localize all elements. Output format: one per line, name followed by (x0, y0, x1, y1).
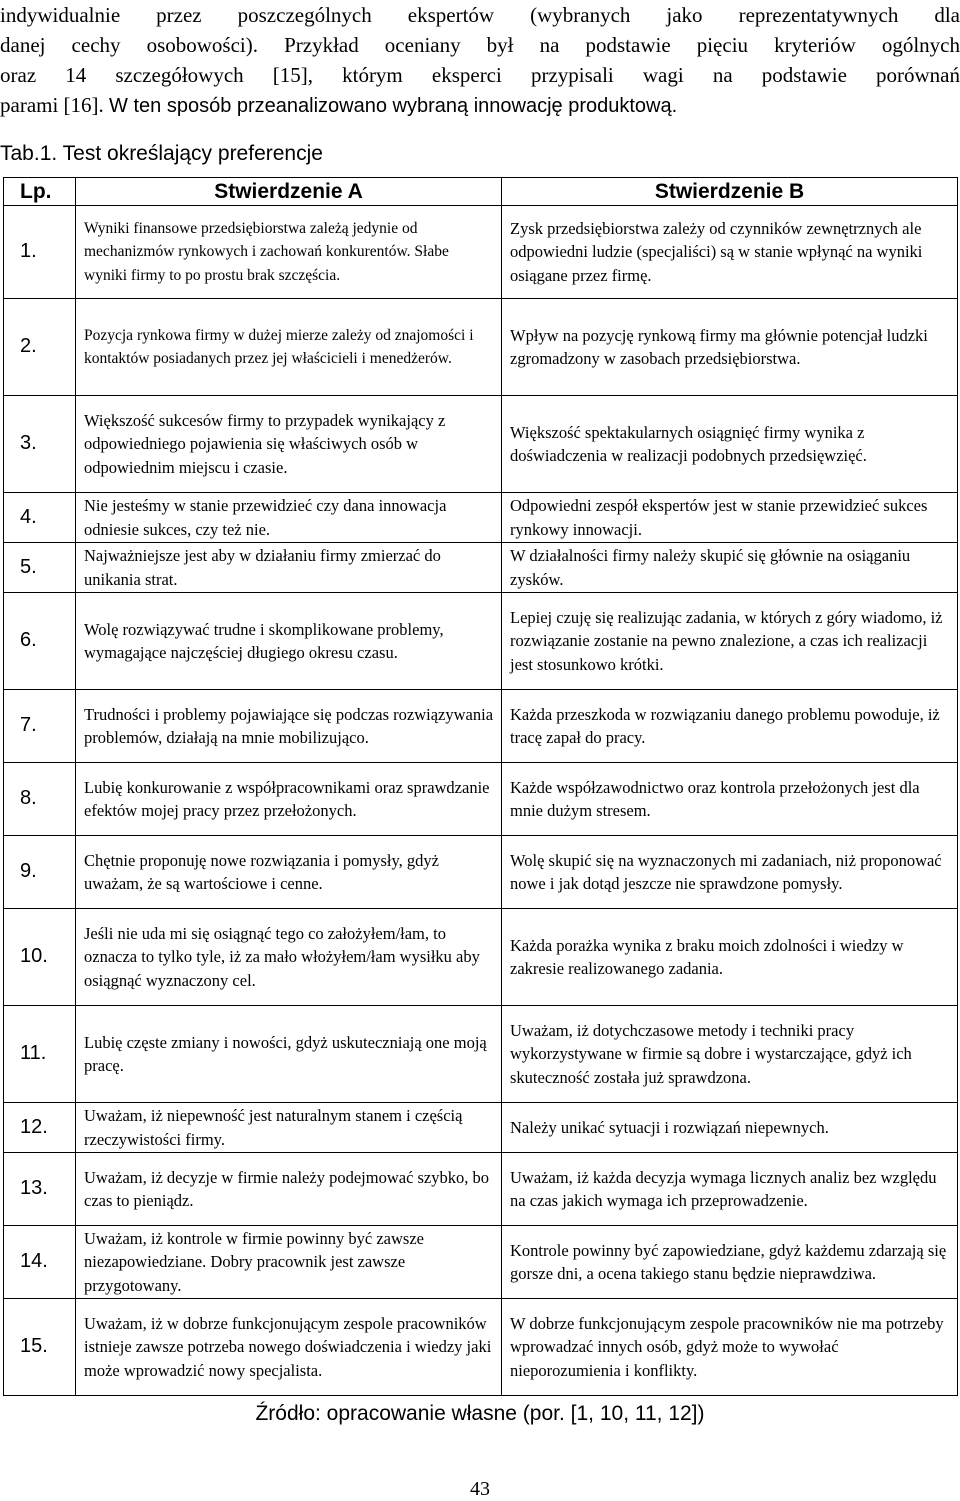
statement-a: Uważam, iż decyzje w firmie należy podejmować szybko, bo czas to pieniądz. (76, 1153, 502, 1226)
intro-line-last (0, 90, 960, 120)
intro-paragraph (0, 0, 960, 120)
preference-table (3, 177, 958, 1396)
row-number: 4. (4, 493, 76, 543)
header-statement-a: Stwierdzenie A (76, 178, 502, 206)
header-lp: Lp. (4, 178, 76, 206)
row-number: 10. (4, 909, 76, 1006)
statement-a: Lubię częste zmiany i nowości, gdyż uskuteczniają one moją pracę. (76, 1006, 502, 1103)
row-number: 7. (4, 690, 76, 763)
statement-b: Każde współzawodnictwo oraz kontrola przełożonych jest dla mnie dużym stresem. (502, 763, 958, 836)
statement-b: W dobrze funkcjonującym zespole pracowników nie ma potrzeby wprowadzać innych osób, gdyż może to wywołać nieporozumienia i konflikty. (502, 1299, 958, 1396)
table-row (4, 690, 958, 763)
row-number: 9. (4, 836, 76, 909)
row-number: 2. (4, 299, 76, 396)
statement-b: Każda przeszkoda w rozwiązaniu danego problemu powoduje, iż tracę zapał do pracy. (502, 690, 958, 763)
statement-b: W działalności firmy należy skupić się głównie na osiąganiu zysków. (502, 543, 958, 593)
statement-a: Uważam, iż niepewność jest naturalnym stanem i częścią rzeczywistości firmy. (76, 1103, 502, 1153)
row-number: 15. (4, 1299, 76, 1396)
statement-b: Uważam, iż każda decyzja wymaga licznych analiz bez względu na czas jakich wymaga ich przeprowadzenie. (502, 1153, 958, 1226)
table-row (4, 763, 958, 836)
table-row (4, 543, 958, 593)
statement-b: Lepiej czuję się realizując zadania, w których z góry wiadomo, iż rozwiązanie zostanie na pewno znalezione, a czas ich realizacji jest stosunkowo krótki. (502, 593, 958, 690)
row-number: 13. (4, 1153, 76, 1226)
statement-b: Odpowiedni zespół ekspertów jest w stanie przewidzieć sukces rynkowy innowacji. (502, 493, 958, 543)
statement-b: Każda porażka wynika z braku moich zdolności i wiedzy w zakresie realizowanego zadania. (502, 909, 958, 1006)
row-number: 14. (4, 1226, 76, 1299)
intro-line: parami [16]. (0, 93, 110, 117)
table-row (4, 1299, 958, 1396)
statement-a: Jeśli nie uda mi się osiągnąć tego co założyłem/łam, to oznacza to tylko tyle, iż za mało włożyłem/łam wysiłku aby osiągnąć wyznaczony cel. (76, 909, 502, 1006)
intro-line-sans: W ten sposób przeanalizowano wybraną innowację produktową. (109, 95, 678, 117)
statement-a: Wolę rozwiązywać trudne i skomplikowane problemy, wymagające najczęściej długiego okresu czasu. (76, 593, 502, 690)
statement-b: Uważam, iż dotychczasowe metody i techniki pracy wykorzystywane w firmie są dobre i wystarczające, gdyż ich skuteczność została już sprawdzona. (502, 1006, 958, 1103)
statement-b: Wolę skupić się na wyznaczonych mi zadaniach, niż proponować nowe i jak dotąd jeszcze nie sprawdzone pomysły. (502, 836, 958, 909)
intro-line: danej cechy osobowości). Przykład oceniany był na podstawie pięciu kryteriów ogólnych (0, 33, 960, 57)
page-number: 43 (470, 1478, 490, 1500)
statement-a: Nie jesteśmy w stanie przewidzieć czy dana innowacja odniesie sukces, czy też nie. (76, 493, 502, 543)
row-number: 3. (4, 396, 76, 493)
statement-a: Wyniki finansowe przedsiębiorstwa zależą jedynie od mechanizmów rynkowych i zachowań konkurentów. Słabe wyniki firmy to po prostu brak szczęścia. (76, 206, 502, 299)
table-header-row (4, 178, 958, 206)
table-caption: Tab.1. Test określający preferencje (0, 142, 323, 165)
table-row (4, 1226, 958, 1299)
statement-a: Chętnie proponuję nowe rozwiązania i pomysły, gdyż uważam, że są wartościowe i cenne. (76, 836, 502, 909)
statement-b: Kontrole powinny być zapowiedziane, gdyż każdemu zdarzają się gorsze dni, a ocena takiego stanu będzie nieprawdziwa. (502, 1226, 958, 1299)
intro-line: oraz 14 szczegółowych [15], którym eksperci przypisali wagi na podstawie porównań (0, 63, 960, 87)
row-number: 11. (4, 1006, 76, 1103)
statement-b: Zysk przedsiębiorstwa zależy od czynników zewnętrznych ale odpowiedni ludzie (specjaliści) są w stanie wpłynąć na wyniki osiągane przez firmę. (502, 206, 958, 299)
row-number: 6. (4, 593, 76, 690)
table-row (4, 1103, 958, 1153)
statement-a: Większość sukcesów firmy to przypadek wynikający z odpowiedniego pojawienia się właściwych osób w odpowiednim miejscu i czasie. (76, 396, 502, 493)
table-row (4, 493, 958, 543)
header-statement-b: Stwierdzenie B (502, 178, 958, 206)
row-number: 8. (4, 763, 76, 836)
row-number: 5. (4, 543, 76, 593)
statement-a: Trudności i problemy pojawiające się podczas rozwiązywania problemów, działają na mnie mobilizująco. (76, 690, 502, 763)
table-row (4, 909, 958, 1006)
table-row (4, 1153, 958, 1226)
table-source: Źródło: opracowanie własne (por. [1, 10, 11, 12]) (255, 1402, 705, 1425)
statement-b: Wpływ na pozycję rynkową firmy ma głównie potencjał ludzki zgromadzony w zasobach przedsiębiorstwa. (502, 299, 958, 396)
table-row (4, 396, 958, 493)
statement-a: Uważam, iż w dobrze funkcjonującym zespole pracowników istnieje zawsze potrzeba nowego doświadczenia i wiedzy jaki może wprowadzić nowy specjalista. (76, 1299, 502, 1396)
statement-a: Najważniejsze jest aby w działaniu firmy zmierzać do unikania strat. (76, 543, 502, 593)
table-row (4, 593, 958, 690)
statement-a: Pozycja rynkowa firmy w dużej mierze zależy od znajomości i kontaktów posiadanych przez jej właścicieli i menedżerów. (76, 299, 502, 396)
table-row (4, 299, 958, 396)
intro-line: indywidualnie przez poszczególnych ekspertów (wybranych jako reprezentatywnych dla (0, 3, 960, 27)
table-row (4, 206, 958, 299)
statement-b: Należy unikać sytuacji i rozwiązań niepewnych. (502, 1103, 958, 1153)
row-number: 1. (4, 206, 76, 299)
table-row (4, 836, 958, 909)
statement-b: Większość spektakularnych osiągnięć firmy wynika z doświadczenia w realizacji podobnych przedsięwzięć. (502, 396, 958, 493)
table-row (4, 1006, 958, 1103)
statement-a: Lubię konkurowanie z współpracownikami oraz sprawdzanie efektów mojej pracy przez przełożonych. (76, 763, 502, 836)
row-number: 12. (4, 1103, 76, 1153)
statement-a: Uważam, iż kontrole w firmie powinny być zawsze niezapowiedziane. Dobry pracownik jest zawsze przygotowany. (76, 1226, 502, 1299)
